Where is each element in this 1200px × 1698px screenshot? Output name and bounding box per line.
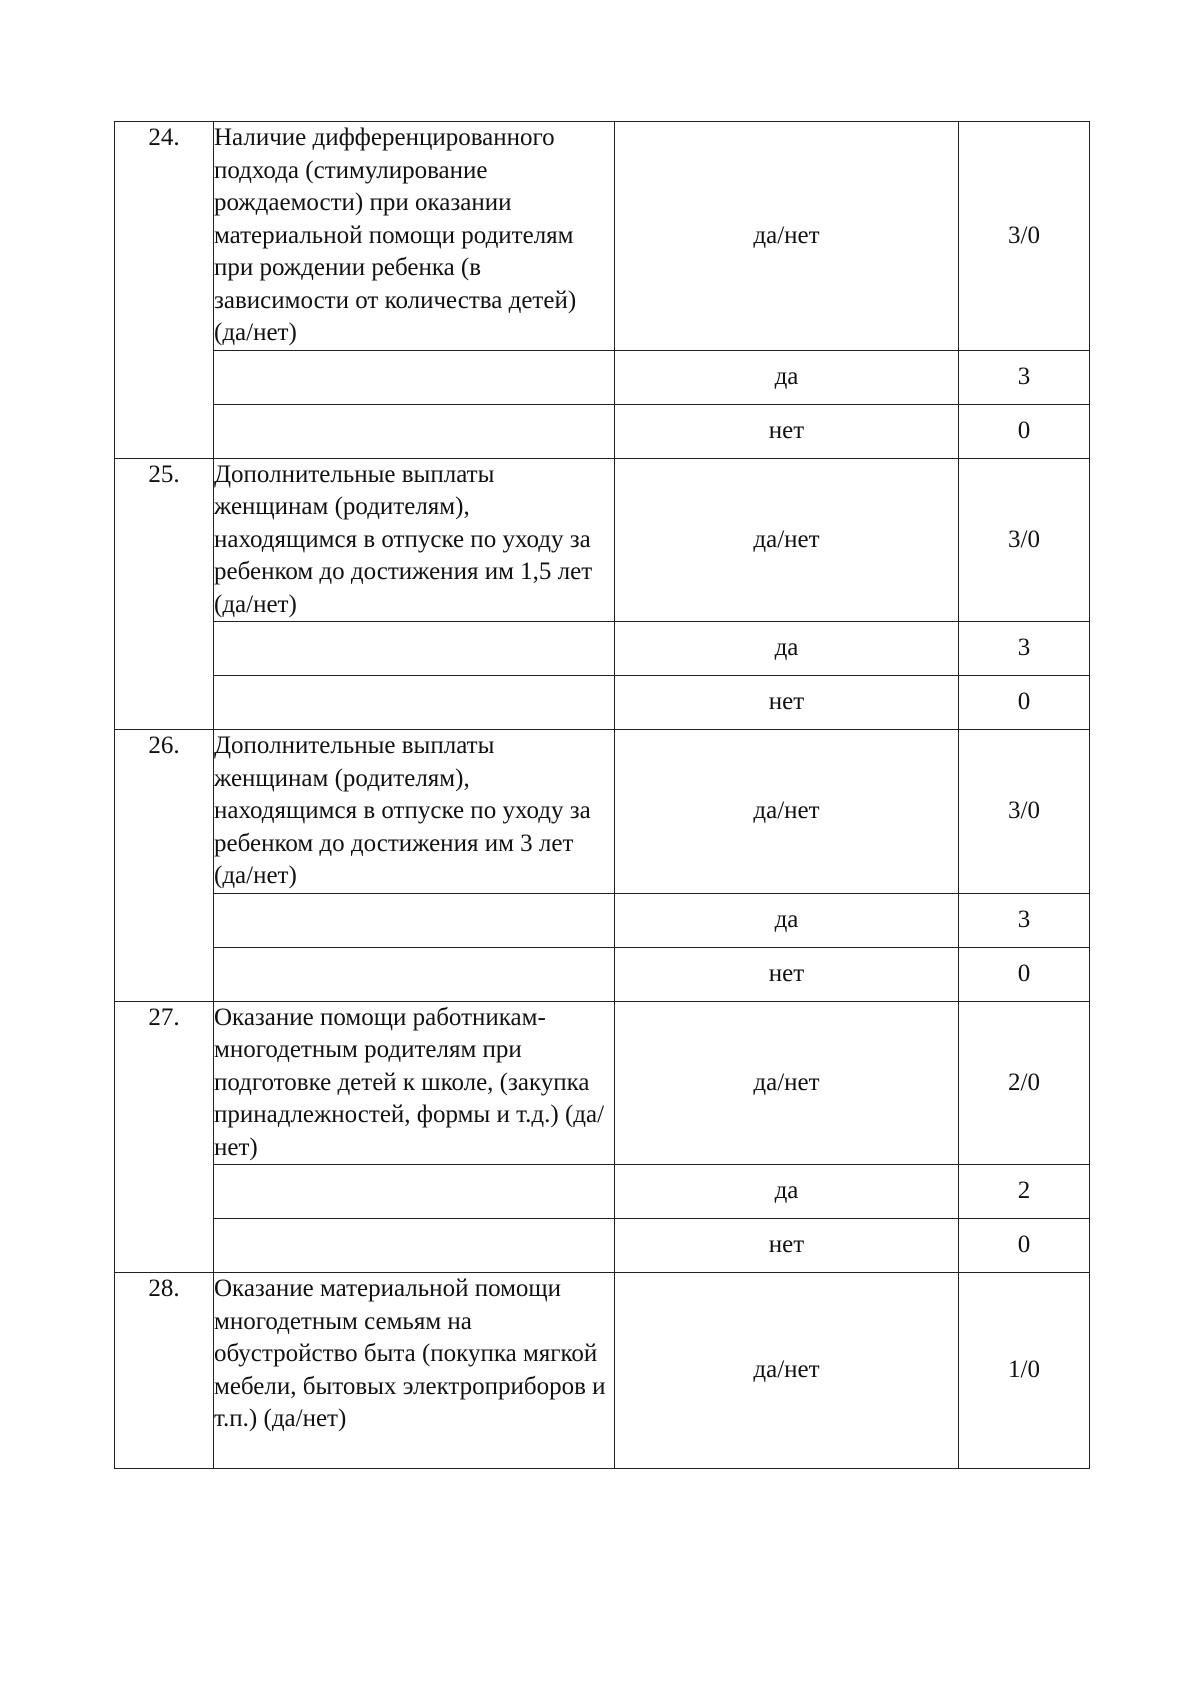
table-row — [115, 622, 1090, 676]
row-description: Оказание материальной помощи многодетным семьям на обустройство быта (покупка мягкой мебели, бытовых электроприборов и т.п.) (да/нет) — [214, 1273, 615, 1469]
table-row — [115, 730, 1090, 894]
empty-cell — [214, 947, 615, 1001]
row-score: 2/0 — [959, 1001, 1090, 1165]
option-answer: да — [615, 1165, 959, 1219]
row-description: Наличие дифференцированного подхода (стимулирование рождаемости) при оказании материальной помощи родителям при рождении ребенка (в зависимости от количества детей) (да/нет) — [214, 122, 615, 351]
option-score: 3 — [959, 622, 1090, 676]
table-row — [115, 1001, 1090, 1165]
empty-cell — [214, 350, 615, 404]
row-answer: да/нет — [615, 122, 959, 351]
row-score: 3/0 — [959, 122, 1090, 351]
table-row — [115, 404, 1090, 458]
table-row — [115, 893, 1090, 947]
table-row — [115, 1219, 1090, 1273]
row-number: 27. — [115, 1001, 214, 1273]
option-answer: нет — [615, 947, 959, 1001]
row-score: 3/0 — [959, 730, 1090, 894]
option-answer: нет — [615, 404, 959, 458]
option-score: 3 — [959, 350, 1090, 404]
row-description: Дополнительные выплаты женщинам (родителям), находящимся в отпуске по уходу за ребенком до достижения им 1,5 лет (да/нет) — [214, 458, 615, 622]
row-number: 24. — [115, 122, 214, 459]
table-row — [115, 1165, 1090, 1219]
option-answer: нет — [615, 1219, 959, 1273]
option-answer: да — [615, 893, 959, 947]
row-number: 25. — [115, 458, 214, 730]
table-row — [115, 458, 1090, 622]
table-row — [115, 350, 1090, 404]
empty-cell — [214, 893, 615, 947]
row-answer: да/нет — [615, 1273, 959, 1469]
option-score: 0 — [959, 947, 1090, 1001]
empty-cell — [214, 622, 615, 676]
row-answer: да/нет — [615, 730, 959, 894]
row-number: 26. — [115, 730, 214, 1002]
empty-cell — [214, 1219, 615, 1273]
empty-cell — [214, 404, 615, 458]
row-score: 1/0 — [959, 1273, 1090, 1469]
option-answer: да — [615, 350, 959, 404]
row-answer: да/нет — [615, 1001, 959, 1165]
row-description: Дополнительные выплаты женщинам (родителям), находящимся в отпуске по уходу за ребенком до достижения им 3 лет (да/нет) — [214, 730, 615, 894]
table-row — [115, 676, 1090, 730]
row-answer: да/нет — [615, 458, 959, 622]
row-score: 3/0 — [959, 458, 1090, 622]
table-row — [115, 122, 1090, 351]
row-number: 28. — [115, 1273, 214, 1469]
empty-cell — [214, 676, 615, 730]
option-score: 2 — [959, 1165, 1090, 1219]
option-answer: да — [615, 622, 959, 676]
empty-cell — [214, 1165, 615, 1219]
table-row — [115, 947, 1090, 1001]
criteria-table — [114, 121, 1090, 1469]
table-row — [115, 1273, 1090, 1469]
row-description: Оказание помощи работникам-многодетным родителям при подготовке детей к школе, (закупка принадлежностей, формы и т.д.) (да/нет) — [214, 1001, 615, 1165]
option-score: 3 — [959, 893, 1090, 947]
option-score: 0 — [959, 676, 1090, 730]
option-score: 0 — [959, 404, 1090, 458]
option-score: 0 — [959, 1219, 1090, 1273]
option-answer: нет — [615, 676, 959, 730]
